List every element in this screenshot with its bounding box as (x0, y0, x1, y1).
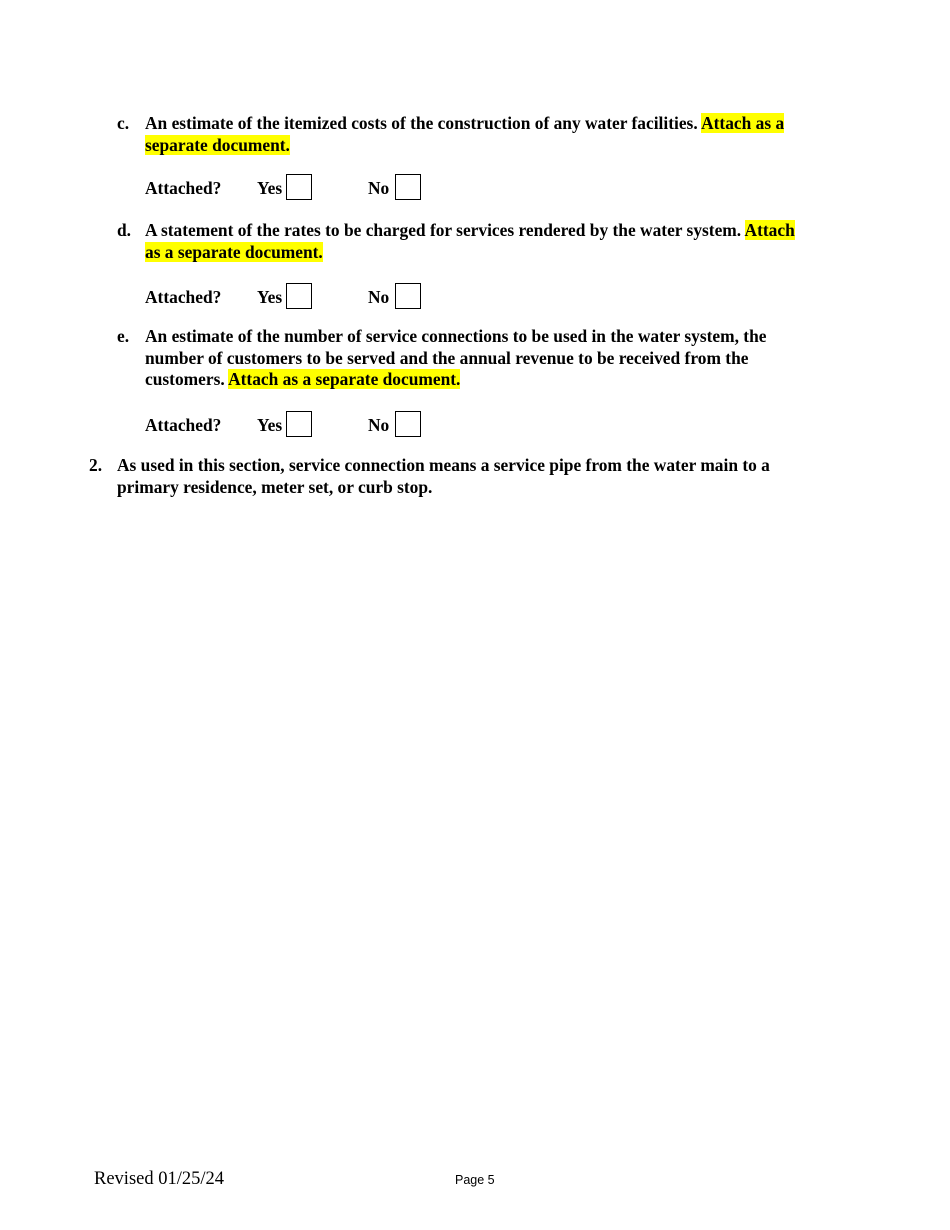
item-d-yes-checkbox[interactable] (286, 283, 312, 309)
item-e-highlight: Attach as a separate document. (228, 369, 461, 389)
item-c-no-checkbox[interactable] (395, 174, 421, 200)
yes-label: Yes (257, 415, 283, 435)
item-e-marker: e. (117, 326, 130, 346)
item-d-body: A statement of the rates to be charged for services rendered by the water system. (145, 220, 745, 240)
attached-question: Attached? (145, 178, 222, 198)
item-c-body: An estimate of the itemized costs of the construction of any water facilities. (145, 113, 702, 133)
yes-label: Yes (257, 178, 283, 198)
item-d-highlight: Attach as a separate document. (145, 220, 795, 262)
yes-label: Yes (257, 287, 283, 307)
item-e-yes-checkbox[interactable] (286, 411, 312, 437)
no-label: No (368, 287, 390, 307)
item-d-text (145, 220, 805, 263)
item-d-attached-row (145, 283, 445, 311)
item-e-attached-row (145, 411, 445, 439)
item-c-marker: c. (117, 113, 130, 133)
item-e-body: An estimate of the number of service connections to be used in the water system, the number of customers to be served and the annual revenue to be received from the customers. (145, 326, 767, 389)
attached-question: Attached? (145, 287, 222, 307)
item-e-text (145, 326, 800, 391)
item-c-text (145, 113, 805, 156)
attached-question: Attached? (145, 415, 222, 435)
no-label: No (368, 415, 390, 435)
item-2-text: As used in this section, service connection means a service pipe from the water main to a primary residence, meter set, or curb stop. (117, 455, 770, 497)
item-e-no-checkbox[interactable] (395, 411, 421, 437)
item-c-highlight: Attach as a separate document. (145, 113, 785, 155)
item-c-attached-row (145, 174, 445, 202)
item-d-marker: d. (117, 220, 132, 240)
no-label: No (368, 178, 390, 198)
item-d-no-checkbox[interactable] (395, 283, 421, 309)
footer-revised-date: Revised 01/25/24 (94, 1169, 225, 1189)
item-2-marker: 2. (89, 455, 103, 475)
footer-page-number: Page 5 (455, 1173, 495, 1187)
item-c-yes-checkbox[interactable] (286, 174, 312, 200)
